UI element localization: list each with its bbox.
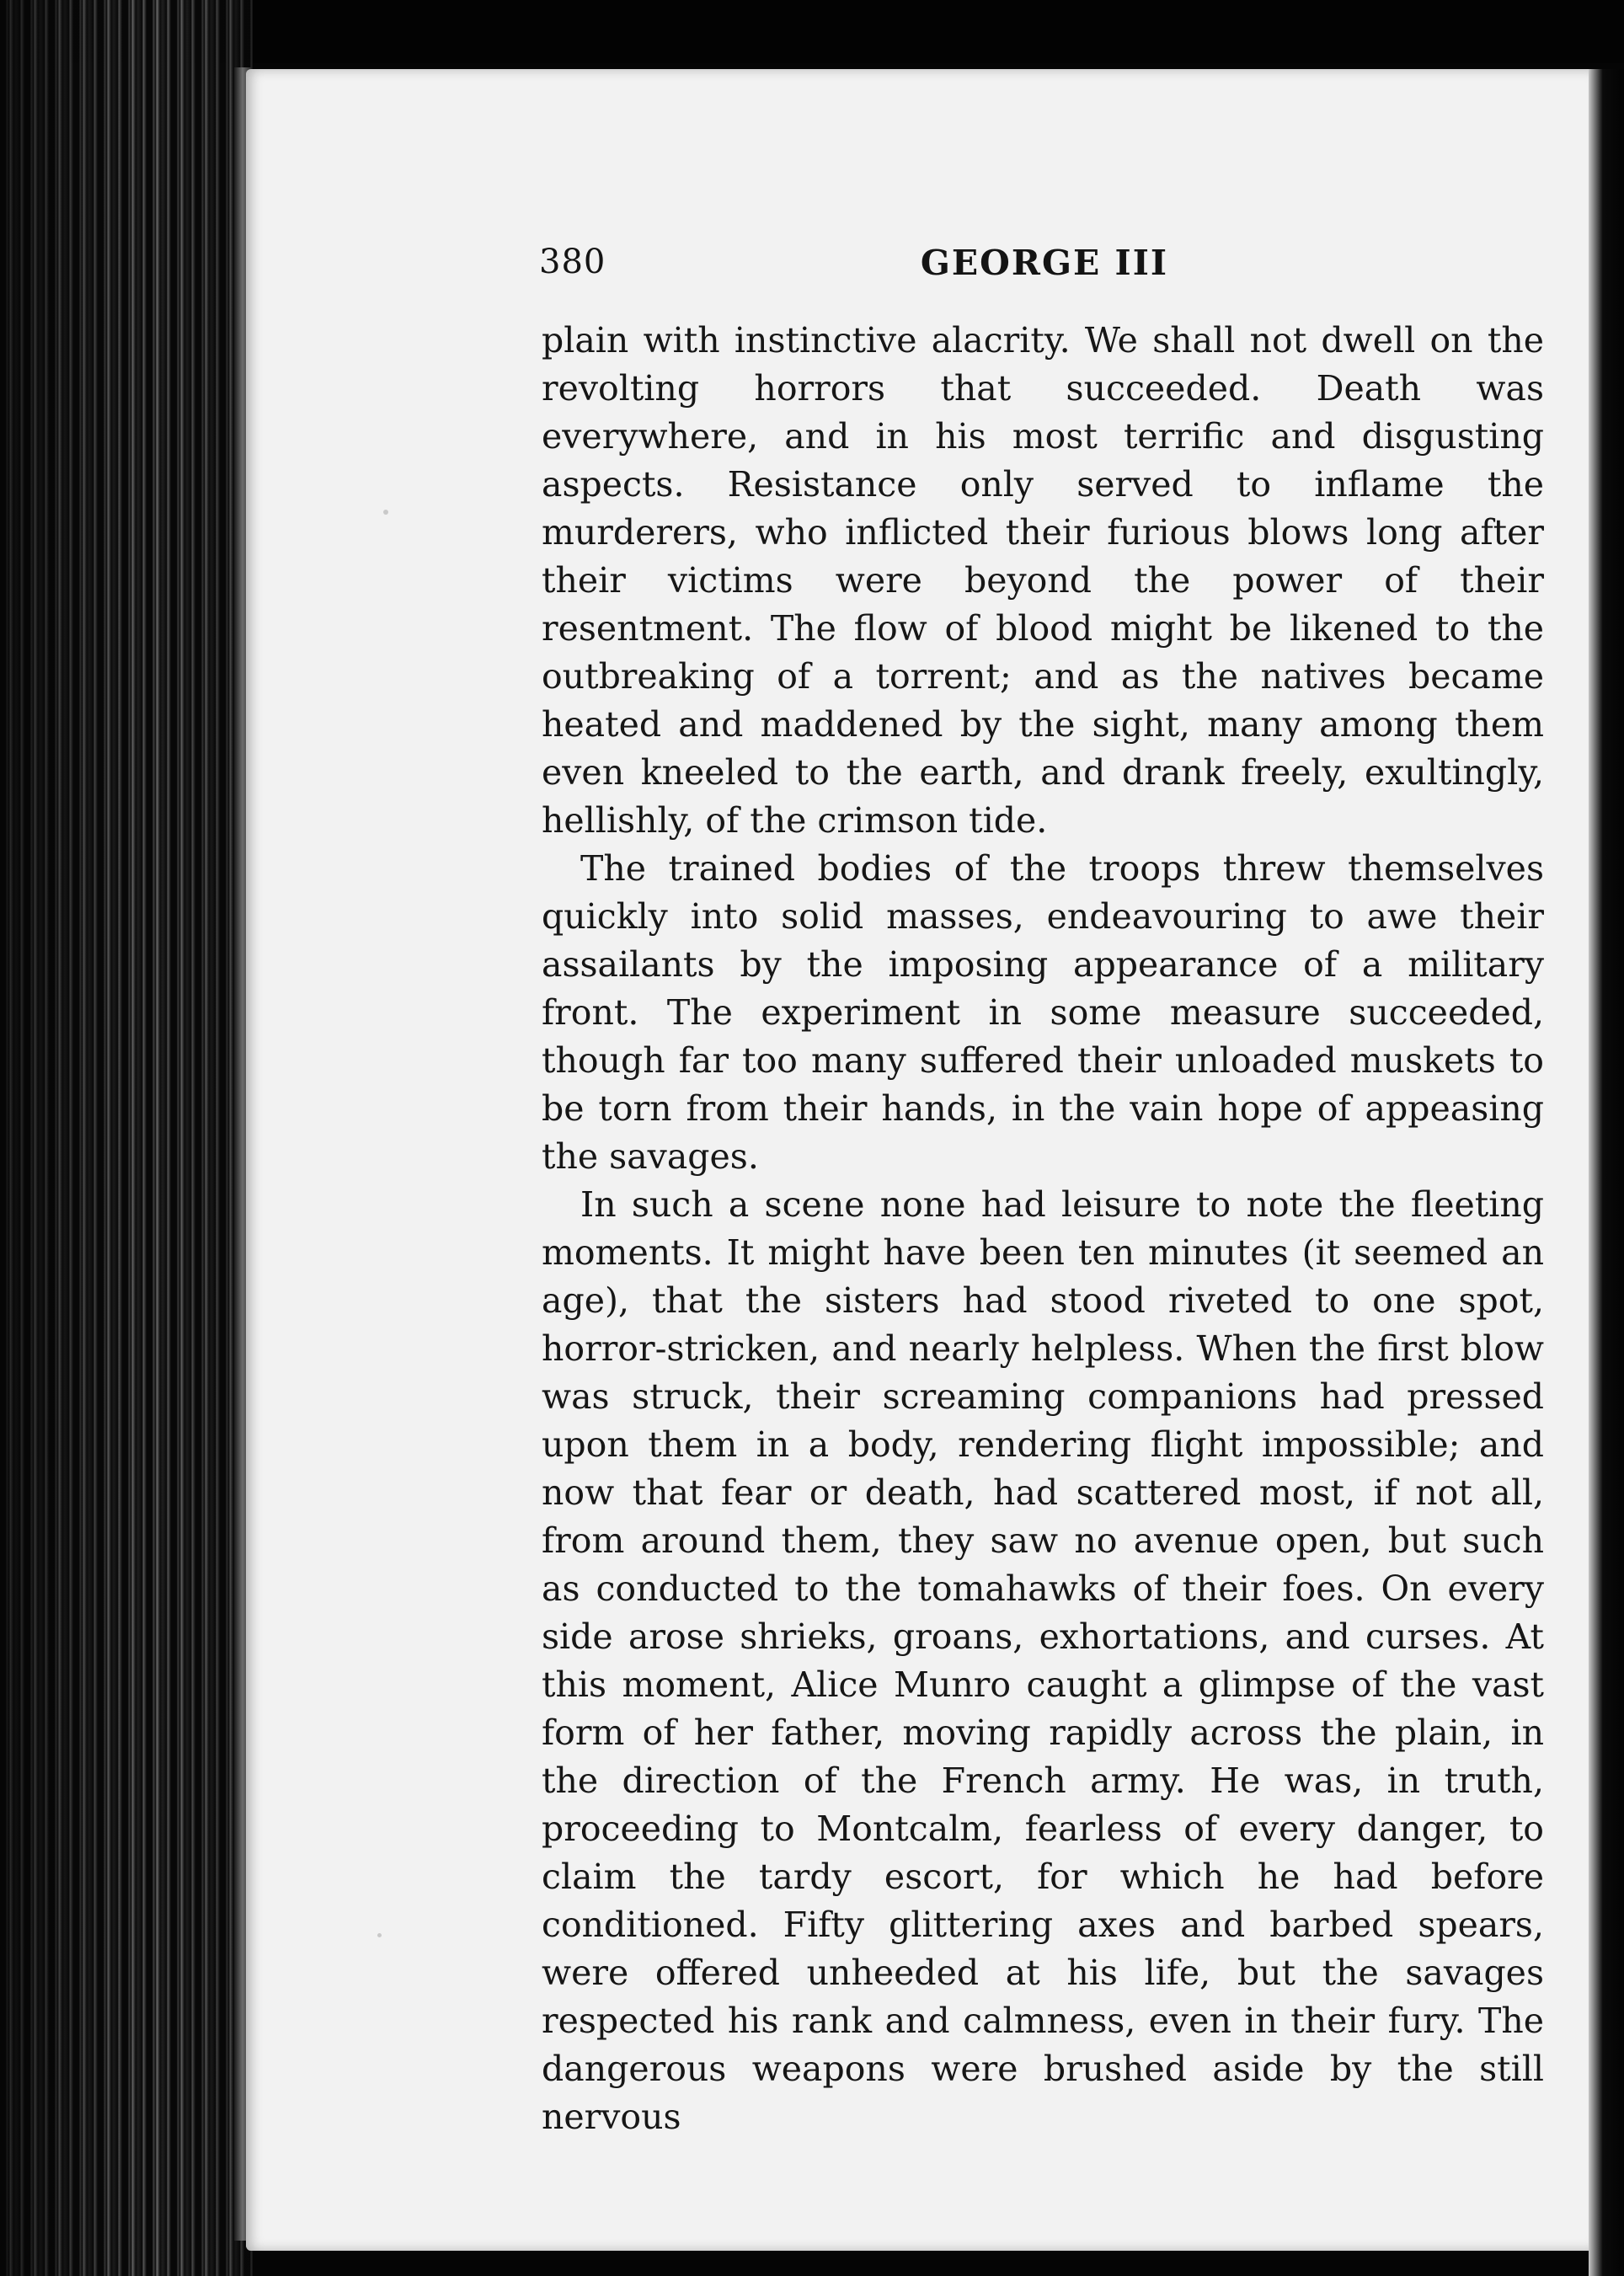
paragraph: The trained bodies of the troops threw themselves quickly into solid masses, endeavouring to awe their assailants by the imposing appearance of a military front. The experiment in some measure succeeded, though far too many suffered their unloaded muskets to be torn from their hands, in the vain hope of appeasing the savages. [542, 848, 1544, 1177]
page-right-shadow [1589, 69, 1624, 2276]
page-header [539, 243, 1541, 293]
book-page-stack-shadow [0, 0, 253, 2276]
body-text [542, 317, 1544, 2141]
running-title: GEORGE III [920, 243, 1169, 283]
paragraph: plain with instinctive alacrity. We shall not dwell on the revolting horrors that succeeded. Death was everywhere, and in his most terrific and disgusting aspects. Resistance only served to inflame the murderers, who inflicted their furious blows long after their victims were beyond the power of their resentment. The flow of blood might be likened to the outbreaking of a torrent; and as the natives became heated and maddened by the sight, many among them even kneeled to the earth, and drank freely, exultingly, hellishly, of the crimson tide. [542, 320, 1544, 841]
paragraph: In such a scene none had leisure to note the fleeting moments. It might have been ten minutes (it seemed an age), that the sisters had stood riveted to one spot, horror-stricken, and nearly helpless. When the first blow was struck, their screaming companions had pressed upon them in a body, rendering flight impossible; and now that fear or death, had scattered most, if not all, from around them, they saw no avenue open, but such as conducted to the tomahawks of their foes. On every side arose shrieks, groans, exhortations, and curses. At this moment, Alice Munro caught a glimpse of the vast form of her father, moving rapidly across the plain, in the direction of the French army. He was, in truth, proceeding to Montcalm, fearless of every danger, to claim the tardy escort, for which he had before conditioned. Fifty glittering axes and barbed spears, were offered unheeded at his life, but the savages respected his rank and calmness, even in their fury. The dangerous weapons were brushed aside by the still nervous [542, 1184, 1544, 2137]
page-number: 380 [539, 243, 606, 281]
paper-speck [383, 510, 388, 515]
paper-speck [377, 1933, 382, 1937]
